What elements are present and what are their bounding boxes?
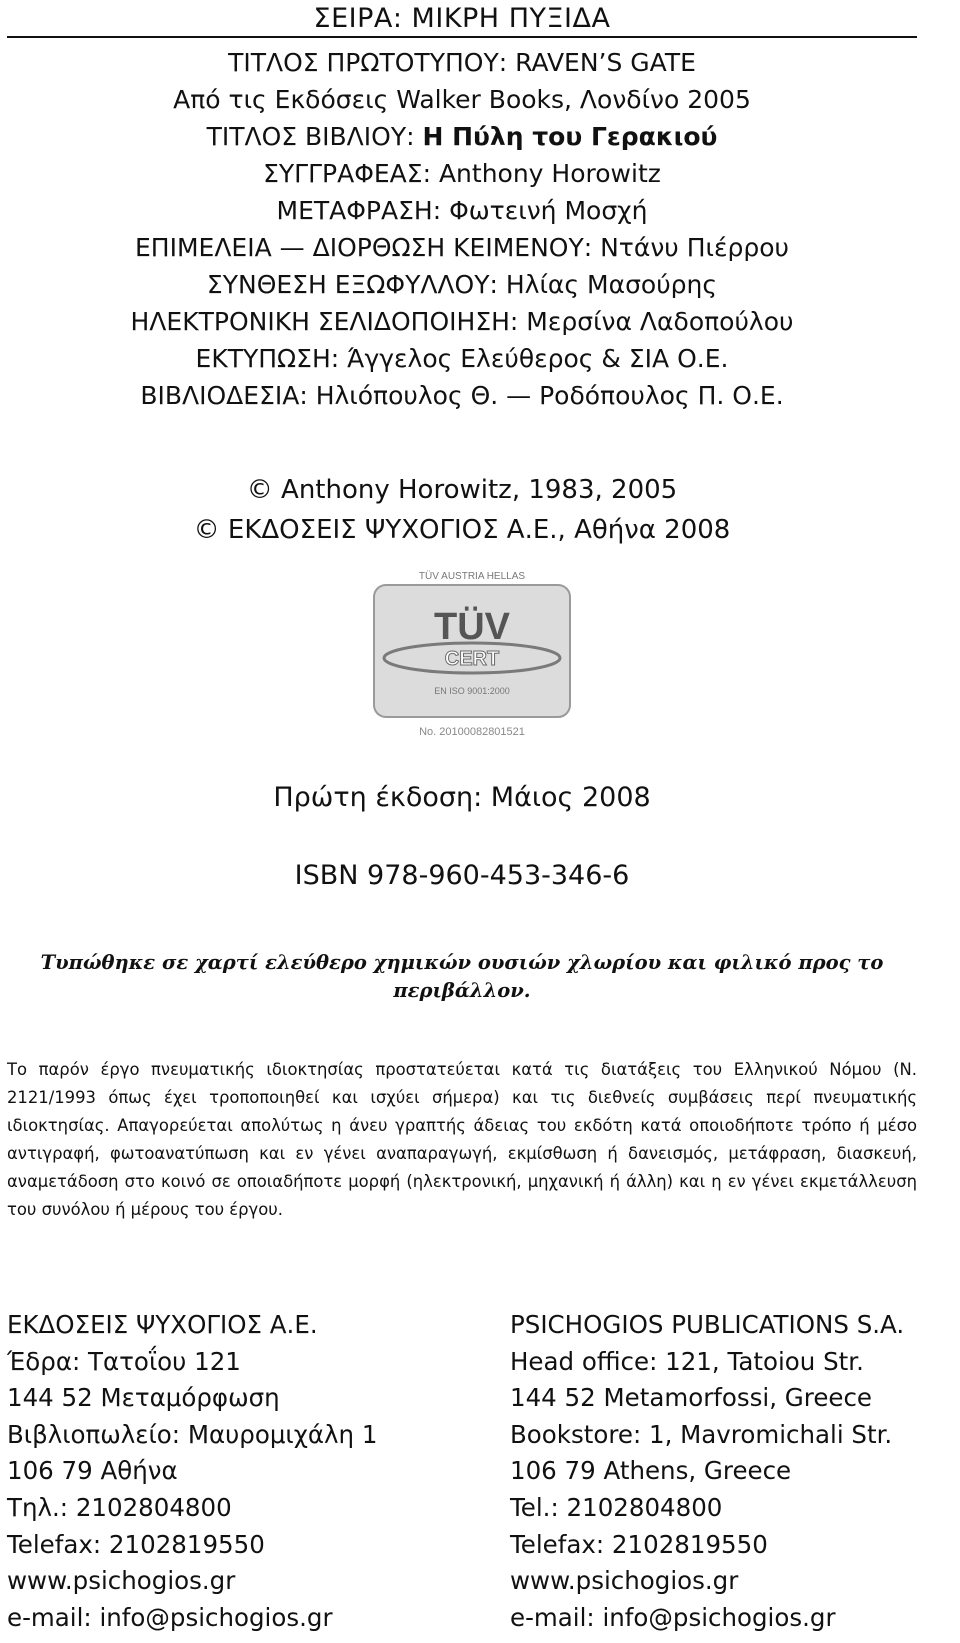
address-line: Telefax: 2102819550 <box>7 1529 265 1559</box>
cert-standard-text: EN ISO 9001:2000 <box>434 686 510 696</box>
address-greek <box>7 1307 377 1636</box>
book-title-label: ΤΙΤΛΟΣ ΒΙΒΛΙΟΥ: <box>206 122 423 151</box>
email-link[interactable]: e-mail: info@psichogios.gr <box>510 1602 836 1632</box>
binding: ΒΙΒΛΙΟΔΕΣΙΑ: Ηλιόπουλος Θ. — Ροδόπουλος Π. Ο.Ε. <box>140 381 784 410</box>
address-line: 106 79 Αθήνα <box>7 1456 178 1486</box>
printed-note: Τυπώθηκε σε χαρτί ελεύθερο χημικών ουσιών χλωρίου και φιλικό προς το περιβάλλον. <box>40 951 884 1002</box>
book-title-line <box>7 118 917 155</box>
website-link[interactable]: www.psichogios.gr <box>7 1566 236 1596</box>
publisher-origin: Από τις Εκδόσεις Walker Books, Λονδίνο 2005 <box>173 85 751 114</box>
copyright-block <box>7 470 917 550</box>
printing: ΕΚΤΥΠΩΣΗ: Άγγελος Ελεύθερος & ΣΙΑ Ο.Ε. <box>195 344 729 373</box>
website-link[interactable]: www.psichogios.gr <box>510 1566 739 1596</box>
address-line: Tel.: 2102804800 <box>510 1492 723 1522</box>
author: ΣΥΓΓΡΑΦΕΑΣ: Anthony Horowitz <box>263 159 661 188</box>
address-english <box>510 1307 904 1636</box>
isbn: ISBN 978-960-453-346-6 <box>294 860 630 891</box>
legal-notice: Το παρόν έργο πνευματικής ιδιοκτησίας προστατεύεται κατά τις διατάξεις του Ελληνικού Νόμου (Ν. 2121/1993 όπως έχει τροποποιηθεί και ισχύει σήμερα) και τις διεθνείς συμβάσεις περί πνευματικής ιδιοκτησίας. Απαγορεύεται απολύτως η άνευ γραπτής άδειας του εκδότη κατά οποιοδήποτε τρόπο ή μέσο αντιγραφή, φωτοανατύπωση και εν γένει αναπαραγωγή, εκμίσθωση ή δανεισμός, μετάφραση, διασκευή, αναμετάδοση στο κοινό σε οποιαδήποτε μορφή (ηλεκτρονική, μηχανική ή άλλη) και η εν γένει εκμετάλλευση του συνόλου ή μέρους του έργου. <box>7 1060 917 1219</box>
tuv-cert-logo <box>372 568 572 753</box>
editing: ΕΠΙΜΕΛΕΙΑ — ΔΙΟΡΘΩΣΗ ΚΕΙΜΕΝΟΥ: Ντάνυ Πιέρρου <box>135 233 789 262</box>
address-line: Bookstore: 1, Mavromichali Str. <box>510 1419 893 1449</box>
address-line: 144 52 Metamorfossi, Greece <box>510 1383 873 1413</box>
address-line: Έδρα: Τατοΐου 121 <box>7 1346 241 1376</box>
cert-tuv-text: TÜV <box>434 606 510 648</box>
address-line: 106 79 Athens, Greece <box>510 1456 792 1486</box>
address-line: Τηλ.: 2102804800 <box>7 1492 232 1522</box>
address-line: ΕΚΔΟΣΕΙΣ ΨΥΧΟΓΙΟΣ Α.Ε. <box>7 1310 318 1339</box>
copyright-publisher: © ΕΚΔΟΣΕΙΣ ΨΥΧΟΓΙΟΣ Α.Ε., Αθήνα 2008 <box>193 515 731 545</box>
page-layout: ΗΛΕΚΤΡΟΝΙΚΗ ΣΕΛΙΔΟΠΟΙΗΣΗ: Μερσίνα Λαδοπούλου <box>130 307 794 336</box>
cover-design: ΣΥΝΘΕΣΗ ΕΞΩΦΥΛΛΟΥ: Ηλίας Μασούρης <box>206 270 718 299</box>
translation: ΜΕΤΑΦΡΑΣΗ: Φωτεινή Μοσχή <box>276 196 648 225</box>
series-heading: ΣΕΙΡΑ: ΜΙΚΡΗ ΠΥΞΙΔΑ <box>7 2 917 38</box>
email-link[interactable]: e-mail: info@psichogios.gr <box>7 1602 333 1632</box>
cert-number-text: No. 20100082801521 <box>419 726 525 738</box>
address-line: PSICHOGIOS PUBLICATIONS S.A. <box>510 1310 905 1339</box>
address-line: Head office: 121, Tatoiou Str. <box>510 1346 864 1376</box>
book-title: Η Πύλη του Γερακιού <box>422 122 718 151</box>
original-title: ΤΙΤΛΟΣ ΠΡΩΤΟΤΥΠΟΥ: RAVEN’S GATE <box>228 48 696 77</box>
cert-cert-text: CERT <box>444 648 500 670</box>
address-line: Βιβλιοπωλείο: Μαυρομιχάλη 1 <box>7 1419 378 1449</box>
credits-block <box>7 44 917 414</box>
address-line: 144 52 Μεταμόρφωση <box>7 1383 280 1413</box>
address-line: Telefax: 2102819550 <box>510 1529 768 1559</box>
cert-top-text: TÜV AUSTRIA HELLAS <box>418 571 526 582</box>
copyright-author: © Anthony Horowitz, 1983, 2005 <box>246 475 678 505</box>
first-edition: Πρώτη έκδοση: Μάιος 2008 <box>273 782 651 813</box>
